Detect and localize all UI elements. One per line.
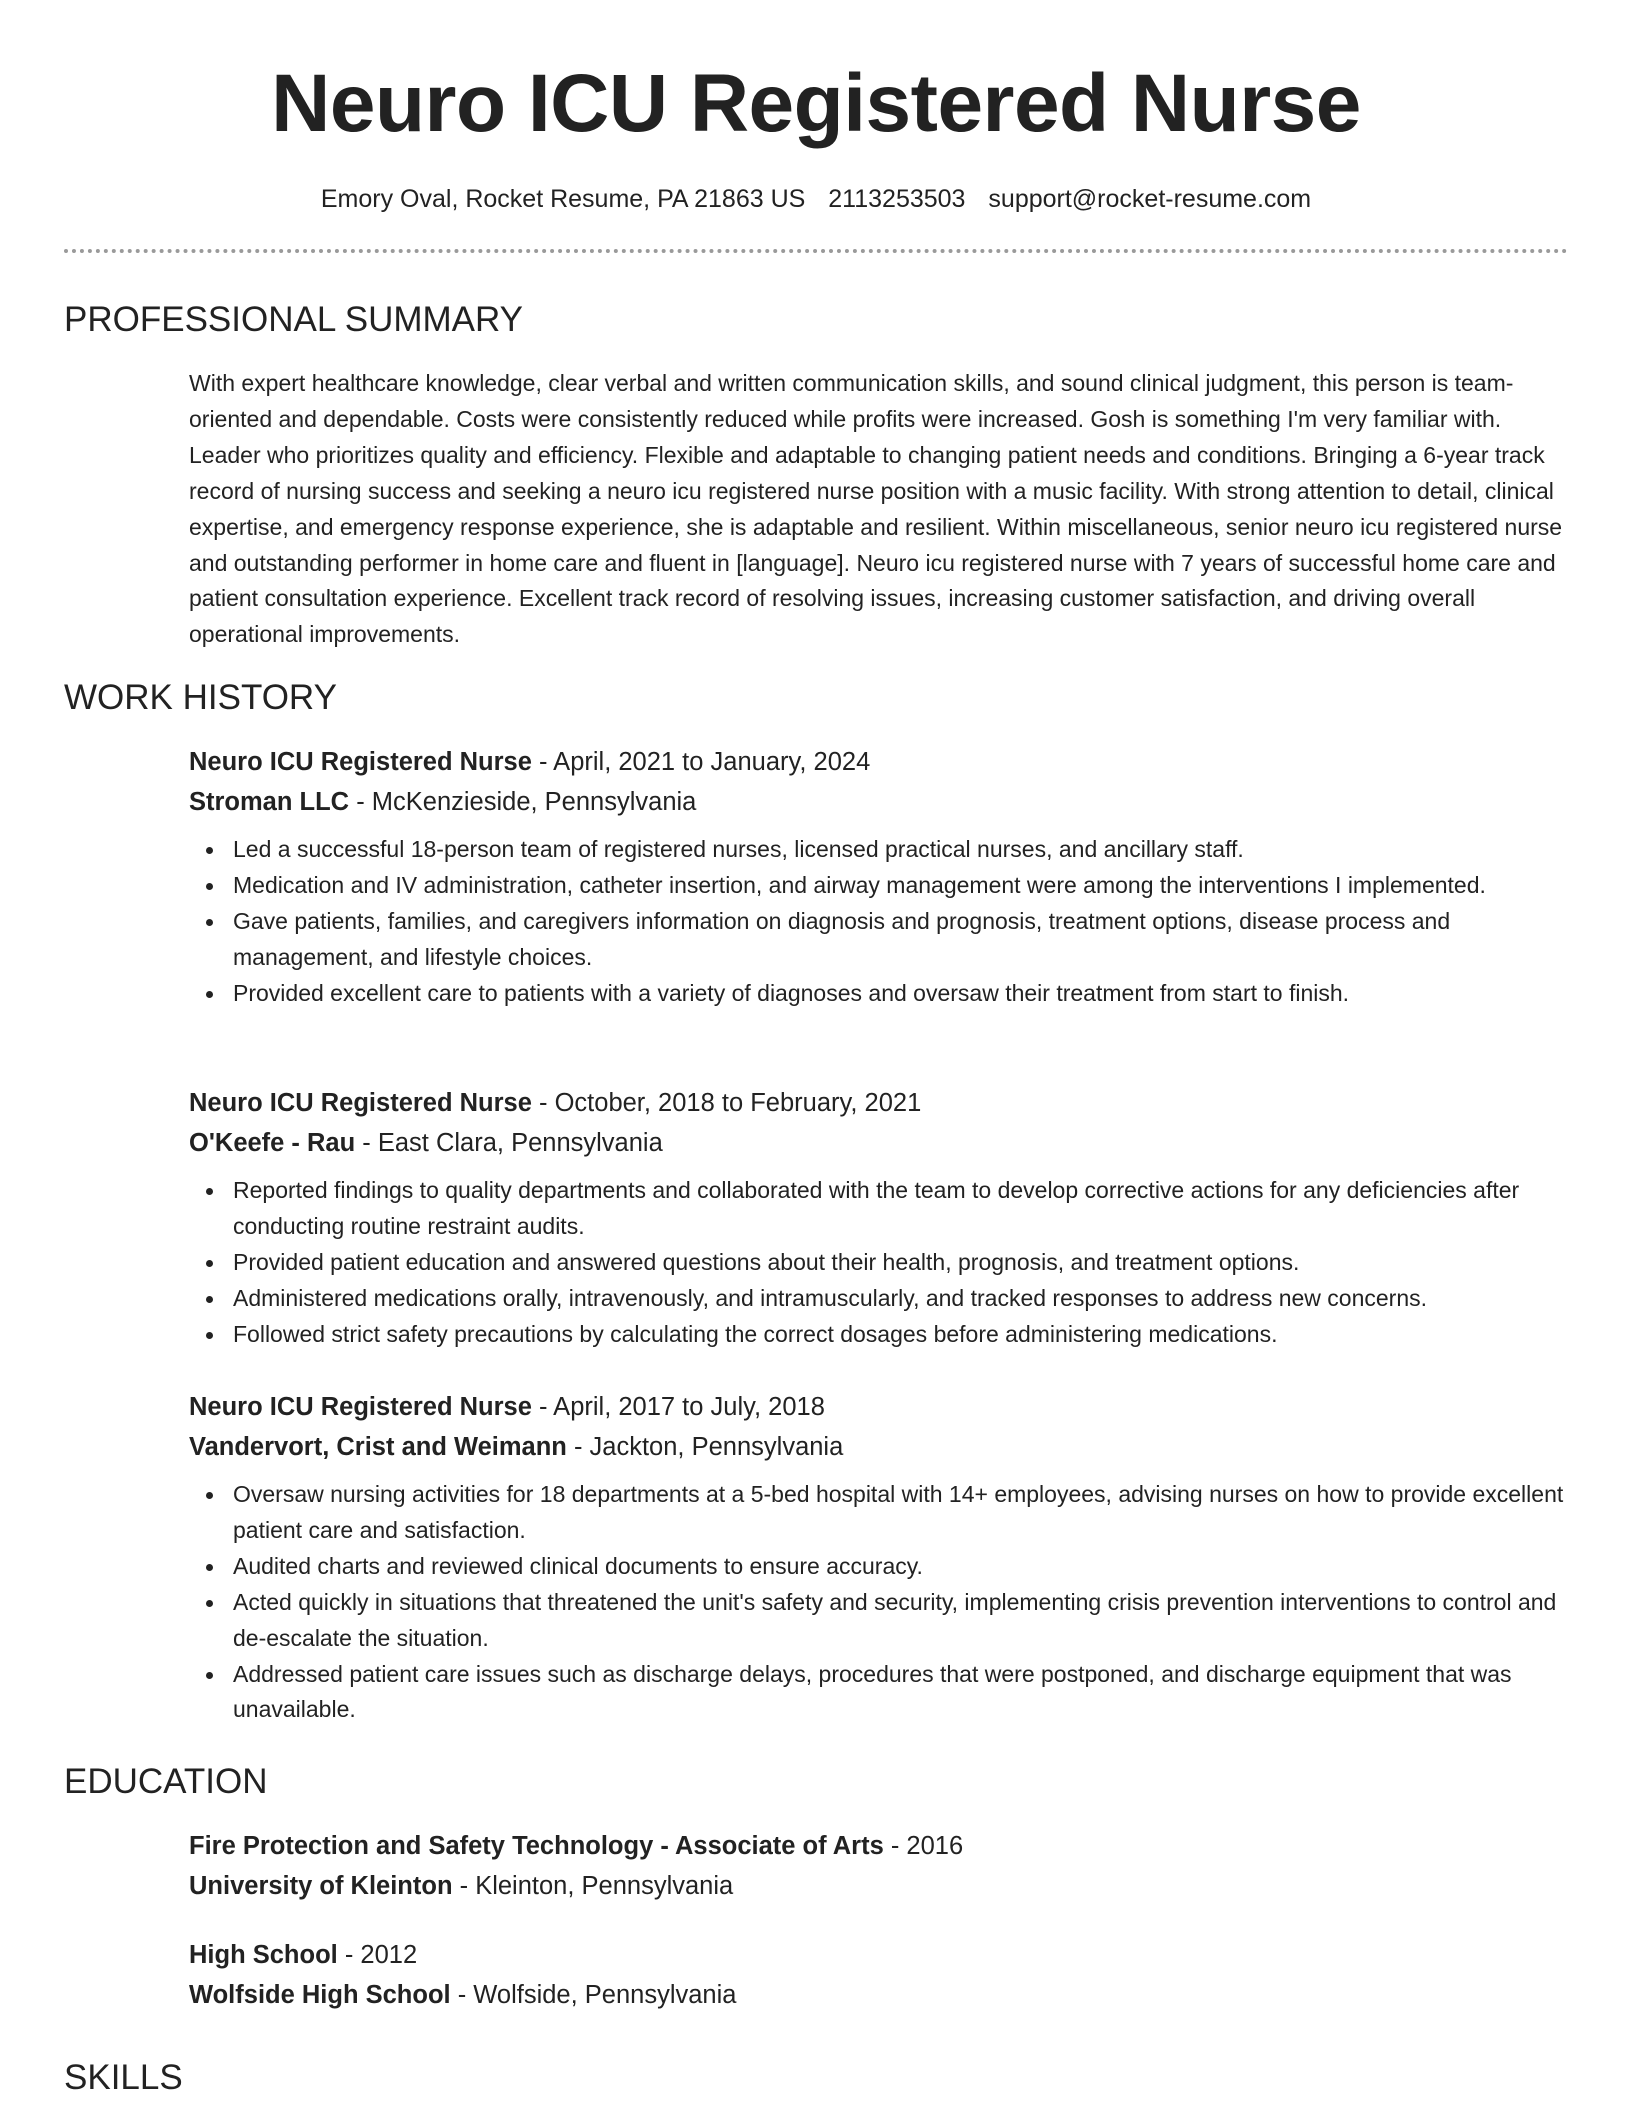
job-bullet: Followed strict safety precautions by calculating the correct dosages before administering medications. (189, 1317, 1569, 1353)
job-bullet: Provided patient education and answered questions about their health, prognosis, and treatment options. (189, 1245, 1569, 1281)
skills-heading: SKILLS (64, 2058, 183, 2097)
school-location: - Wolfside, Pennsylvania (457, 1981, 737, 2009)
school-line (189, 1975, 1569, 2015)
degree-line (189, 1826, 1569, 1866)
job-bullet: Led a successful 18-person team of registered nurses, licensed practical nurses, and ancillary staff. (189, 832, 1569, 868)
header-divider (64, 249, 1568, 253)
degree-year: - 2016 (890, 1832, 964, 1860)
job-dates: - April, 2021 to January, 2024 (539, 748, 871, 776)
school-location: - Kleinton, Pennsylvania (459, 1872, 734, 1900)
school-name: Wolfside High School (189, 1981, 451, 2009)
job-title-line (189, 1083, 1569, 1123)
summary-heading: PROFESSIONAL SUMMARY (64, 300, 523, 339)
job-entry (189, 1083, 1569, 1353)
job-bullet: Provided excellent care to patients with a variety of diagnoses and oversaw their treatment from start to finish. (189, 976, 1569, 1012)
candidate-name: Neuro ICU Registered Nurse (271, 58, 1361, 149)
job-bullets (189, 832, 1569, 1012)
job-bullet: Addressed patient care issues such as discharge delays, procedures that were postponed, and discharge equipment that was unavailable. (189, 1657, 1569, 1729)
job-bullet: Gave patients, families, and caregivers information on diagnosis and prognosis, treatment options, disease process and management, and lifestyle choices. (189, 904, 1569, 976)
job-company: Vandervort, Crist and Weimann (189, 1433, 567, 1461)
job-company: Stroman LLC (189, 788, 350, 816)
job-location: - McKenzieside, Pennsylvania (356, 788, 697, 816)
summary-text: With expert healthcare knowledge, clear verbal and written communication skills, and sound clinical judgment, this person is team-oriented and dependable. Costs were consistently reduced while profits were increased. Gosh is something I'm very familiar with. Leader who prioritizes quality and efficiency. Flexible and adaptable to changing patient needs and conditions. Bringing a 6-year track record of nursing success and seeking a neuro icu registered nurse position with a music facility. With strong attention to detail, clinical expertise, and emergency response experience, she is adaptable and resilient. Within miscellaneous, senior neuro icu registered nurse and outstanding performer in home care and fluent in [language]. Neuro icu registered nurse with 7 years of successful home care and patient consultation experience. Excellent track record of resolving issues, increasing customer satisfaction, and driving overall operational improvements. (189, 370, 1563, 648)
work-history-heading: WORK HISTORY (64, 678, 337, 717)
degree-name: Fire Protection and Safety Technology - Associate of Arts (189, 1832, 884, 1860)
job-company-line (189, 1123, 1569, 1163)
job-bullets (189, 1477, 1569, 1728)
job-dates: - October, 2018 to February, 2021 (539, 1089, 922, 1117)
education-entry (189, 1826, 1569, 1906)
school-line (189, 1866, 1569, 1906)
education-heading: EDUCATION (64, 1762, 268, 1801)
job-bullet: Administered medications orally, intravenously, and intramuscularly, and tracked responses to address new concerns. (189, 1281, 1569, 1317)
contact-phone: 2113253503 (828, 185, 966, 213)
resume-page (64, 0, 1568, 2112)
job-bullet: Reported findings to quality departments and collaborated with the team to develop corrective actions for any deficiencies after conducting routine restraint audits. (189, 1173, 1569, 1245)
contact-email: support@rocket-resume.com (988, 185, 1312, 213)
job-dates: - April, 2017 to July, 2018 (539, 1393, 825, 1421)
degree-name: High School (189, 1941, 338, 1969)
job-bullet: Acted quickly in situations that threatened the unit's safety and security, implementing crisis prevention interventions to control and de-escalate the situation. (189, 1585, 1569, 1657)
job-title-line (189, 1387, 1569, 1427)
job-bullets (189, 1173, 1569, 1353)
contact-info (64, 181, 1568, 217)
degree-line (189, 1935, 1569, 1975)
job-title: Neuro ICU Registered Nurse (189, 1393, 532, 1421)
job-location: - Jackton, Pennsylvania (573, 1433, 844, 1461)
job-title: Neuro ICU Registered Nurse (189, 1089, 532, 1117)
job-bullet: Audited charts and reviewed clinical documents to ensure accuracy. (189, 1549, 1569, 1585)
education-entry (189, 1935, 1569, 2015)
job-bullet: Medication and IV administration, catheter insertion, and airway management were among the interventions I implemented. (189, 868, 1569, 904)
school-name: University of Kleinton (189, 1872, 453, 1900)
job-entry (189, 1387, 1569, 1728)
job-title-line (189, 742, 1569, 782)
job-company-line (189, 782, 1569, 822)
job-company: O'Keefe - Rau (189, 1129, 356, 1157)
degree-year: - 2012 (344, 1941, 418, 1969)
job-entry (189, 742, 1569, 1012)
job-company-line (189, 1427, 1569, 1467)
contact-address: Emory Oval, Rocket Resume, PA 21863 US (320, 185, 806, 213)
job-bullet: Oversaw nursing activities for 18 departments at a 5-bed hospital with 14+ employees, advising nurses on how to provide excellent patient care and satisfaction. (189, 1477, 1569, 1549)
job-title: Neuro ICU Registered Nurse (189, 748, 532, 776)
job-location: - East Clara, Pennsylvania (362, 1129, 663, 1157)
